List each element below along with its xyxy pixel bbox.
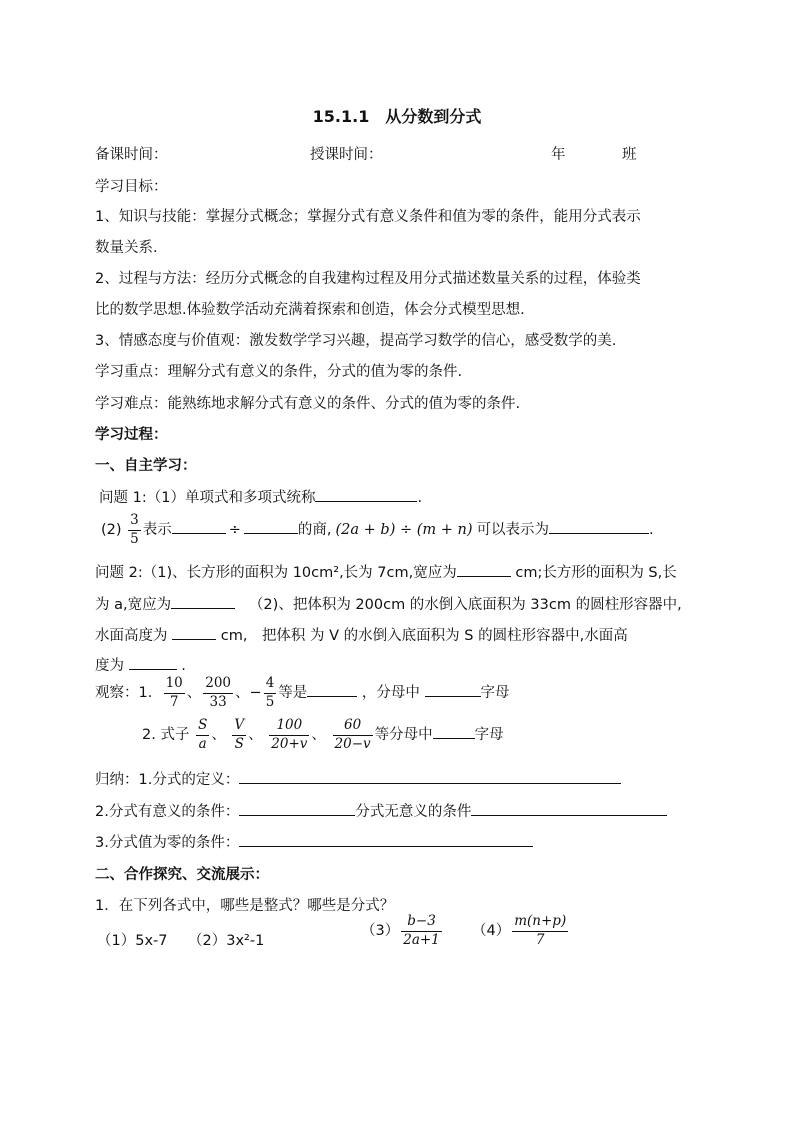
answer-blank[interactable] — [239, 802, 355, 816]
question-1-end: . — [417, 490, 423, 506]
summary-3 — [95, 831, 533, 852]
summary-1-text: 归纳：1.分式的定义： — [95, 772, 240, 788]
answer-blank[interactable] — [315, 488, 417, 502]
question-2-text: 为 a,宽应为 — [95, 597, 172, 613]
answer-blank[interactable] — [172, 626, 216, 640]
question-2-line-4 — [95, 654, 186, 675]
question-1-text: 问题 1:（1）单项式和多项式统称 — [99, 490, 316, 506]
fraction-m-n-plus-p-over-7: $\frac{m(n+p)}{7}$ — [514, 913, 567, 948]
observation-2-label: 2. 式子 — [142, 727, 190, 744]
question-1-part-2 — [101, 513, 654, 547]
option-1: （1）5x-7 — [97, 933, 168, 949]
question-2-line-2 — [95, 593, 682, 614]
class-time-label: 授课时间： — [310, 147, 383, 163]
fraction-s-over-a: $\frac{S}{a}$ — [198, 717, 208, 752]
key-point: 学习重点：理解分式有意义的条件，分式的值为零的条件. — [95, 364, 463, 380]
expression-quotient: (2a + b) ÷ (m + n) — [335, 522, 473, 539]
question-2-text: 问题 2:（1)、长方形的面积为 10cm²,长为 7cm,宽应为 — [95, 565, 457, 581]
part-2-end: . — [649, 522, 654, 539]
objectives-heading: 学习目标： — [95, 179, 168, 195]
answer-blank[interactable] — [549, 520, 649, 534]
summary-3-text: 3.分式值为零的条件： — [95, 835, 240, 851]
class-label: 班 — [622, 147, 637, 163]
option-4 — [472, 914, 570, 948]
prep-time-label: 备课时间： — [95, 147, 168, 163]
part-2-prefix: (2) — [101, 522, 122, 539]
question-2-text: 度为 — [95, 658, 124, 674]
observation-1-text: 字母 — [480, 685, 510, 702]
option-2: （2）3x²-1 — [188, 933, 265, 949]
year-label: 年 — [551, 147, 566, 163]
fraction-3-over-5: $\frac{3}{5}$ — [130, 512, 139, 547]
option-3-label: （3） — [361, 923, 400, 940]
fraction-v-over-s: $\frac{V}{S}$ — [234, 717, 245, 752]
answer-blank[interactable] — [457, 563, 511, 577]
question-2-text: 水面高度为 — [95, 628, 168, 644]
observation-2 — [142, 718, 504, 752]
fraction-100-over-20-plus-v: $\frac{100}{20+v}$ — [271, 717, 308, 752]
part-2-text-1: 表示 — [142, 522, 172, 539]
division-sign: ÷ — [228, 522, 241, 539]
separator: 、 — [248, 727, 263, 744]
answer-blank[interactable] — [239, 770, 621, 784]
fraction-10-over-7: $\frac{10}{7}$ — [165, 675, 183, 710]
observation-1 — [95, 676, 510, 710]
question-2-line-3 — [95, 624, 628, 645]
fraction-200-over-33: $\frac{200}{33}$ — [205, 675, 232, 710]
objective-1-line-2: 数量关系. — [95, 240, 158, 256]
summary-2-text: 分式无意义的条件 — [355, 804, 472, 820]
answer-blank[interactable] — [129, 656, 177, 670]
difficult-point: 学习难点：能熟练地求解分式有意义的条件、分式的值为零的条件. — [95, 396, 521, 412]
fraction-60-over-20-minus-v: $\frac{60}{20-v}$ — [334, 717, 371, 752]
fraction-b-minus-3-over-2a-plus-1: $\frac{b-3}{2a+1}$ — [403, 913, 440, 948]
observation-1-text: 等是 — [278, 685, 308, 702]
fraction-4-over-5: $\frac{4}{5}$ — [265, 675, 275, 710]
answer-blank[interactable] — [239, 833, 533, 847]
separator: 、 — [186, 685, 202, 702]
answer-blank[interactable] — [425, 683, 481, 697]
page-title: 15.1.1 从分数到分式 — [312, 107, 482, 126]
objective-2-line-1: 2、过程与方法：经历分式概念的自我建构过程及用分式描述数量关系的过程，体验类 — [95, 271, 641, 287]
section-1-heading: 一、自主学习： — [95, 458, 197, 474]
answer-blank[interactable] — [471, 802, 667, 816]
part-2-text-2: 的商, — [297, 522, 332, 539]
question-2-text: . — [181, 658, 186, 674]
separator: 、 — [235, 685, 250, 702]
objective-2-line-2: 比的数学思想.体验数学活动充满着探索和创造，体会分式模型思想. — [95, 302, 525, 318]
summary-1 — [95, 768, 621, 789]
observation-2-text: 等分母中 — [374, 727, 433, 744]
objective-3: 3、情感态度与价值观：激发数学学习兴趣，提高学习数学的信心，感受数学的美. — [95, 333, 617, 349]
answer-blank[interactable] — [171, 595, 235, 609]
option-3 — [361, 914, 444, 948]
objective-1-line-1: 1、知识与技能：掌握分式概念；掌握分式有意义条件和值为零的条件，能用分式表示 — [95, 209, 641, 225]
question-2-text: cm;长方形的面积为 S,长 — [515, 565, 677, 581]
answer-blank[interactable] — [433, 725, 475, 739]
question-2-text: （2)、把体积为 200cm 的水倒入底面积为 33cm 的圆柱形容器中, — [248, 597, 682, 613]
separator: 、 — [311, 727, 326, 744]
part-2-text-3: 可以表示为 — [476, 522, 549, 539]
answer-blank[interactable] — [244, 520, 298, 534]
observation-1-label: 观察：1. — [95, 685, 153, 702]
option-4-label: （4） — [472, 923, 511, 940]
observation-2-text: 字母 — [474, 727, 504, 744]
section-2-question-1: 1．在下列各式中，哪些是整式？哪些是分式？ — [95, 898, 395, 914]
question-2-line-1 — [95, 561, 677, 582]
observation-1-text: ，分母中 — [361, 685, 420, 702]
separator: 、 — [211, 727, 226, 744]
question-1 — [99, 486, 422, 507]
answer-blank[interactable] — [172, 520, 226, 534]
answer-blank[interactable] — [307, 683, 357, 697]
process-heading: 学习过程： — [95, 427, 168, 443]
summary-2 — [95, 800, 667, 821]
section-2-heading: 二、合作探究、交流展示： — [95, 867, 269, 883]
summary-2-text: 2.分式有意义的条件： — [95, 804, 240, 820]
minus-sign: − — [249, 685, 262, 702]
question-2-text: cm, 把体积 为 V 的水倒入底面积为 S 的圆柱形容器中,水面高 — [220, 628, 628, 644]
